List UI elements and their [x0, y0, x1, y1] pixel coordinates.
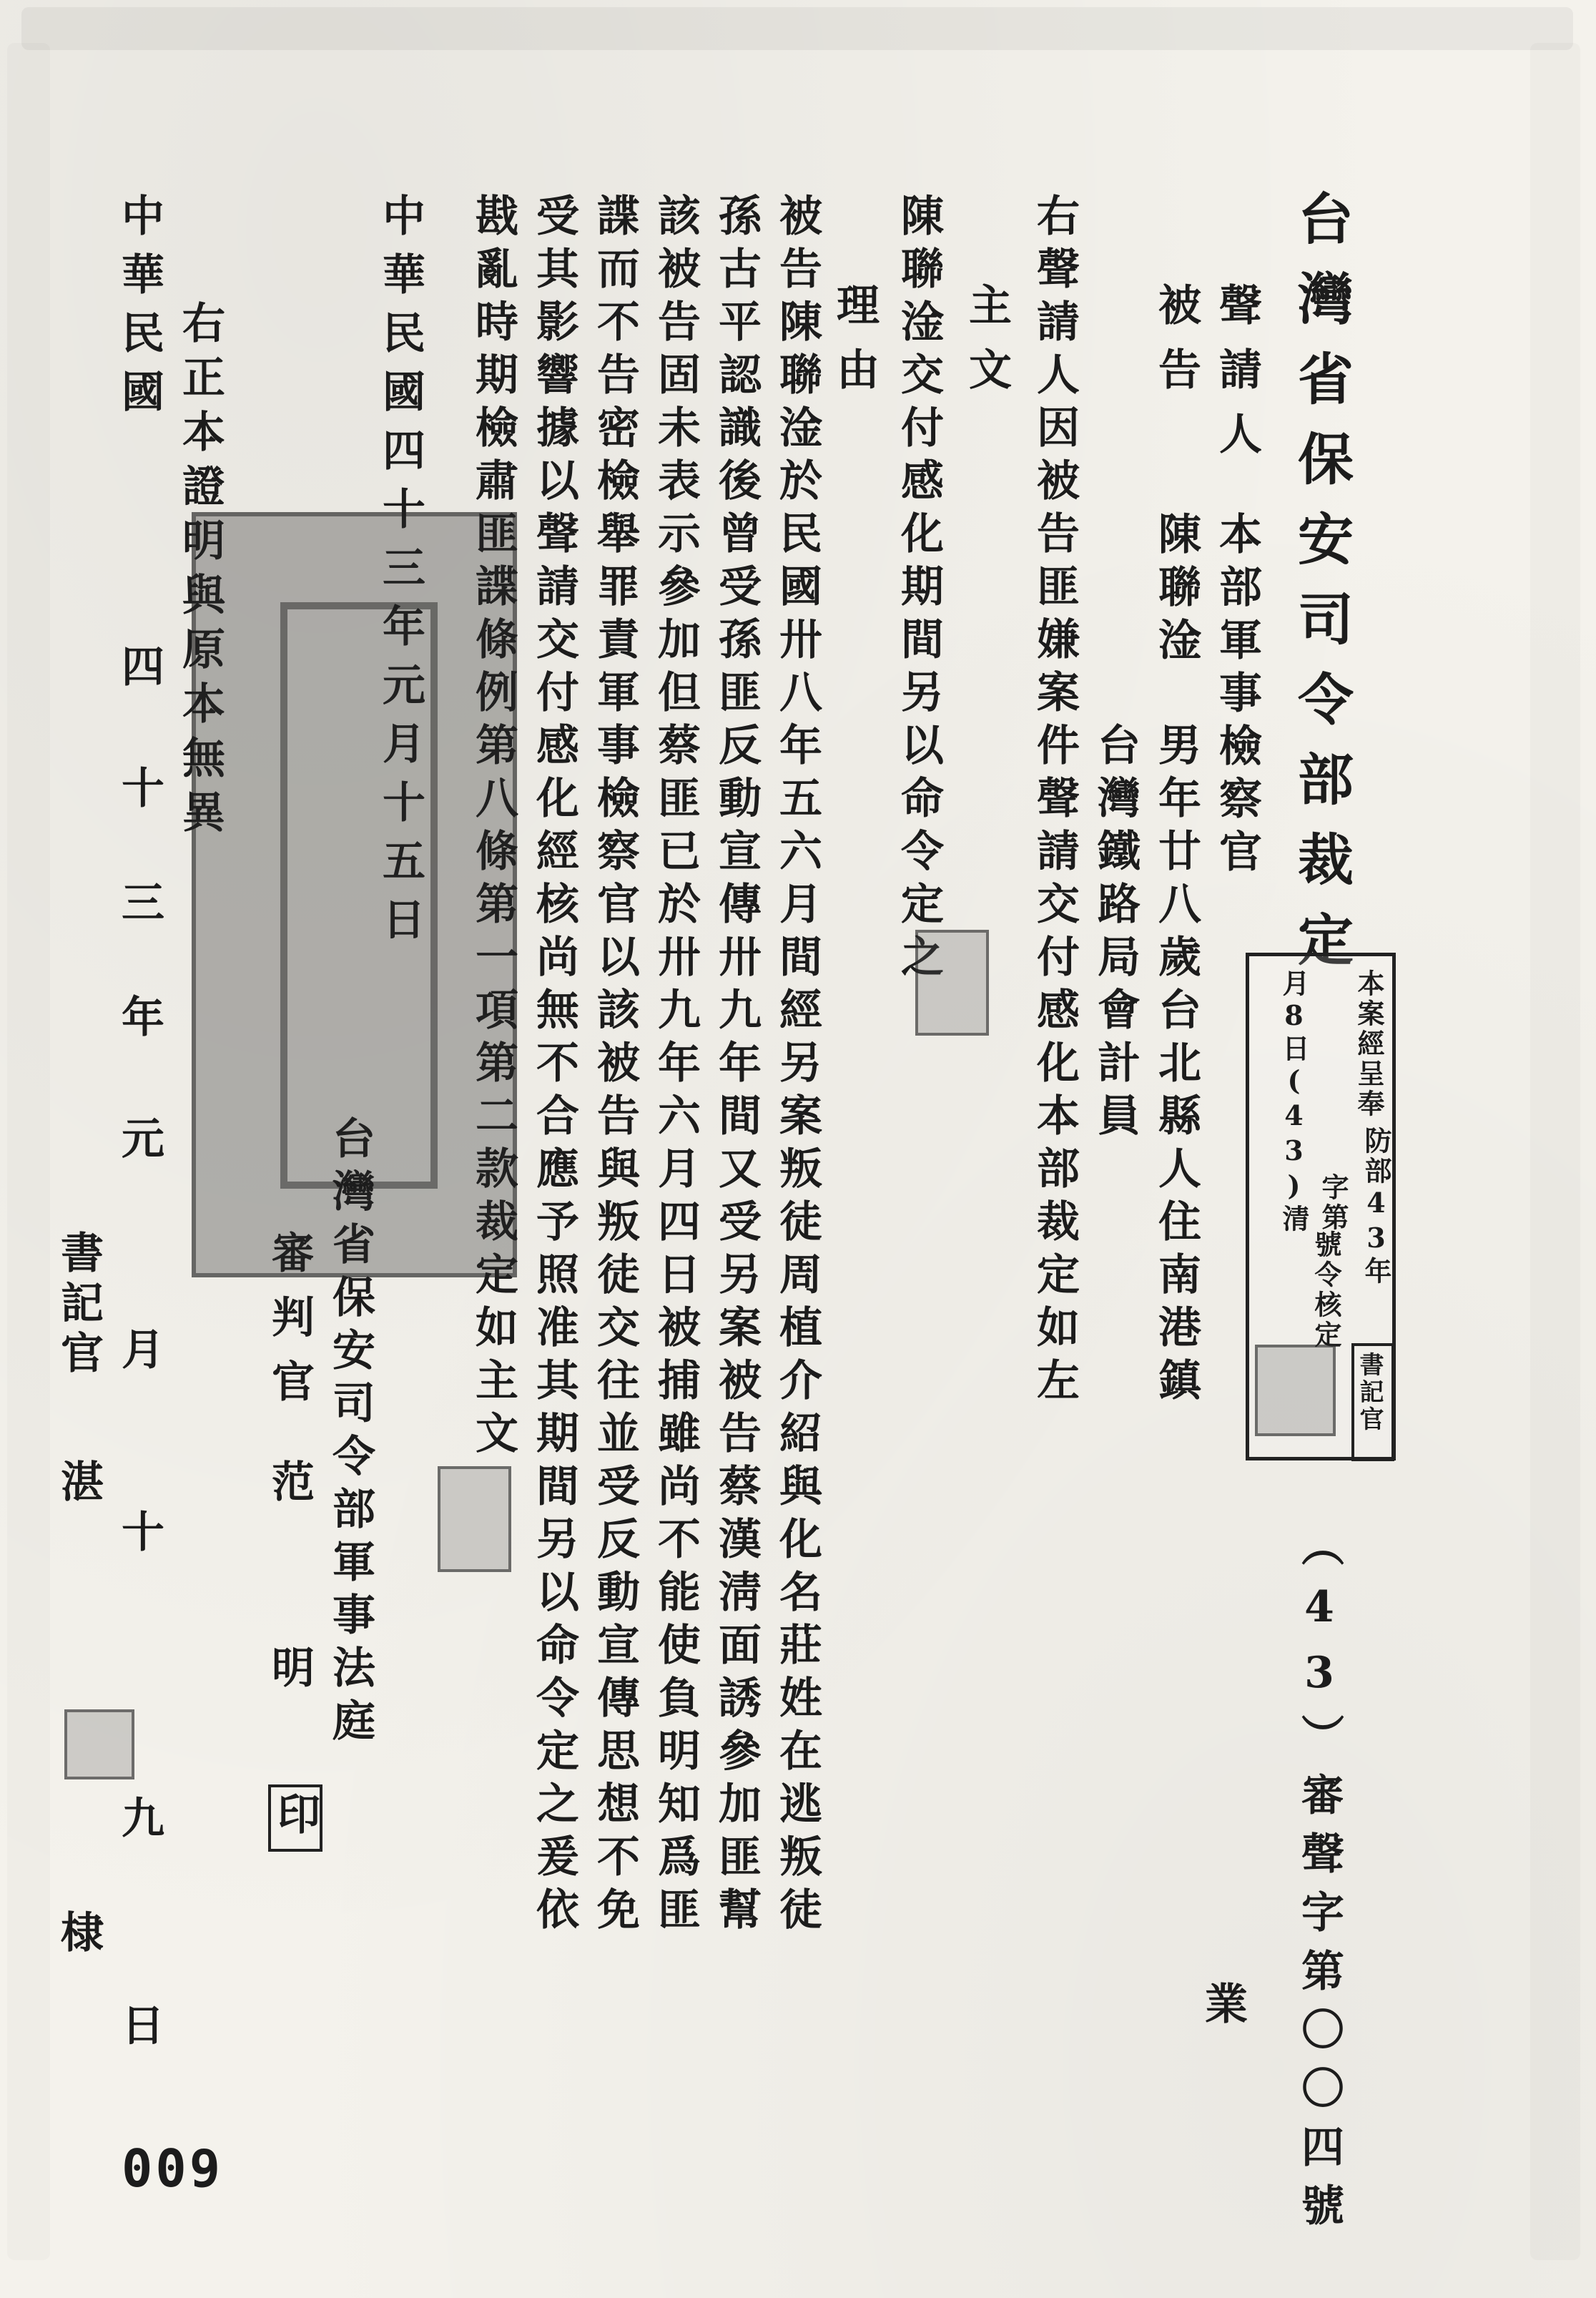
petitioner-value: 本部軍事檢察官	[1212, 511, 1262, 882]
decision-date: 中華民國四十三年元月十五日	[375, 193, 425, 956]
stamp-small-seal	[1255, 1345, 1336, 1436]
stamp-line-1: 本案經呈奉	[1353, 969, 1385, 1119]
petitioner-label: 聲請人	[1212, 283, 1262, 476]
scan-noise-top	[21, 7, 1573, 50]
scan-noise-left	[7, 43, 50, 2260]
cert-date-month: 月	[114, 1327, 164, 1380]
cert-date-three: 三	[114, 880, 164, 933]
stamp-line-2: 防部43年	[1360, 1126, 1392, 1287]
document-title: 台灣省保安司令部裁定	[1289, 190, 1354, 991]
case-suffix: 業	[1198, 1981, 1248, 2034]
reason-line-5: 受其影響據以聲請交付感化經核尚無不合應予照准其期間另以命令定之爰依	[529, 193, 579, 1940]
cert-date-nine: 九	[114, 1795, 164, 1848]
clerk-label: 書記官	[54, 1230, 104, 1380]
judge-seal	[268, 1784, 322, 1852]
stamp-line-3: 月8日(43)清	[1278, 969, 1310, 1234]
defendant-label: 被告	[1151, 283, 1201, 411]
stamp-line-5: 號令核定	[1310, 1230, 1342, 1350]
reason-heading: 理由	[829, 283, 880, 411]
clerk-name: 湛 棣	[54, 1459, 104, 2060]
reason-line-1: 被告陳聯淦於民國卅八年五六月間經另案叛徒周植介紹與化名莊姓在逃叛徒	[772, 193, 822, 1940]
official-seal-inner	[280, 602, 438, 1189]
cert-date-yuan: 元	[114, 1116, 164, 1169]
cert-date-ten2: 十	[114, 1509, 164, 1562]
reason-line-4: 諜而不告密檢舉罪責軍事檢察官以該被告與叛徒交往並受反動宣傳思想不免	[590, 193, 640, 1940]
official-seal	[192, 512, 517, 1277]
reason-line-3: 該被告固未表示參加但蔡匪已於卅九年六月四日被捕雖尚不能使負明知爲匪	[651, 193, 701, 1940]
defendant-info: 男年廿八歲台北縣人住南港鎮	[1151, 722, 1201, 1410]
certification-text: 右正本證明與原本無異	[175, 300, 225, 844]
defendant-name: 陳聯淦	[1151, 511, 1201, 670]
main-text: 陳聯淦交付感化期間另以命令定之	[894, 193, 944, 987]
stamp-line-4: 字第	[1317, 1173, 1349, 1233]
judge-name: 范 明	[265, 1459, 315, 1738]
main-heading: 主文	[962, 283, 1012, 411]
judge-label: 審判官	[265, 1230, 315, 1423]
cert-date-year: 年	[114, 994, 164, 1047]
preamble: 右聲請人因被告匪嫌案件聲請交付感化本部裁定如左	[1030, 193, 1080, 1410]
page-number: 009	[122, 2139, 224, 2199]
cert-date-day: 日	[114, 2003, 164, 2056]
case-number: （43）審聲字第〇〇四號	[1294, 1523, 1344, 2241]
cert-date-ten: 十	[114, 765, 164, 818]
small-seal-clerk	[64, 1709, 134, 1779]
defendant-job: 台灣鐵路局會計員	[1090, 722, 1141, 1146]
cert-date-four: 四	[114, 644, 164, 697]
cert-date-era: 中華民國	[114, 193, 164, 428]
stamp-clerk-label: 書記官	[1355, 1352, 1384, 1433]
reason-line-6: 戡亂時期檢肅匪諜條例第八條第一項第二款裁定如主文	[468, 193, 518, 1463]
small-seal-reason	[438, 1466, 511, 1572]
reason-line-2: 孫古平認識後曾受孫匪反動宣傳卅九年間又受另案被告蔡漢淸面誘參加匪幫	[711, 193, 762, 1940]
scan-noise-right	[1530, 43, 1580, 2260]
small-seal-main	[915, 930, 989, 1036]
court-name: 台灣省保安司令部軍事法庭	[325, 1116, 375, 1751]
seal-char: 印	[268, 1784, 322, 1852]
